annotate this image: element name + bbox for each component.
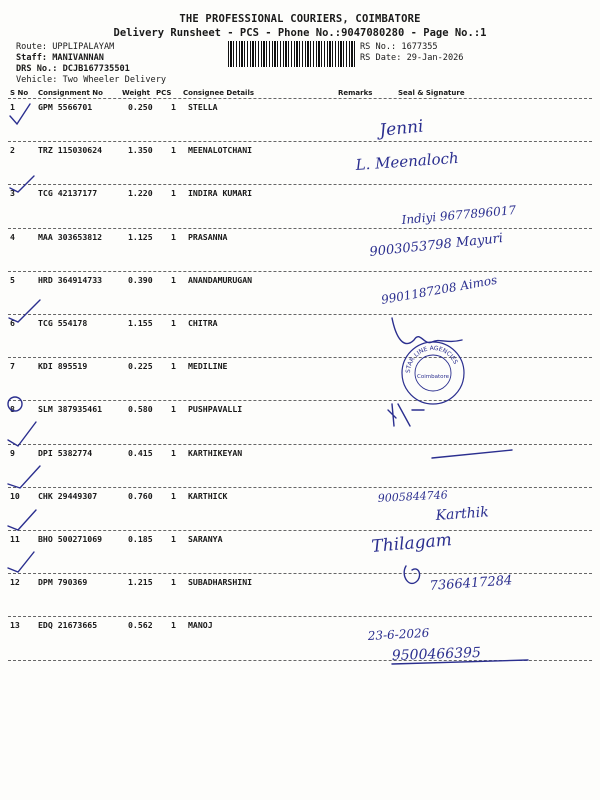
row-pcs: 1: [171, 102, 176, 112]
row-sno: 2: [10, 145, 15, 156]
row-weight: 1.220: [128, 188, 153, 199]
signature-12: 7366417284: [429, 573, 513, 594]
row-consignee: STELLA: [188, 102, 218, 112]
signature-2: L. Meenaloch: [355, 148, 460, 174]
tick-row-12: [8, 552, 34, 572]
row-consignee: SARANYA: [188, 534, 223, 544]
row-pcs: 1: [171, 620, 176, 631]
row-pcs: 1: [171, 447, 176, 458]
row-pcs: 1: [171, 145, 176, 156]
row-pcs: 1: [171, 188, 176, 199]
col-seal-signature: Seal & Signature: [398, 89, 465, 97]
col-sno: S No: [10, 89, 29, 97]
rs-number: RS No.: 1677355: [360, 42, 438, 52]
row-pcs: 1: [171, 577, 176, 588]
row-consignee: PUSHPAVALLI: [188, 404, 243, 415]
row-sno: 11: [10, 534, 20, 544]
row-consignee: KARTHICK: [188, 490, 228, 501]
row-consignee: INDIRA KUMARI: [188, 188, 253, 199]
row-consignee: PRASANNA: [188, 231, 228, 242]
tick-row-10: [8, 466, 40, 488]
row-consignment: KDI 895519: [38, 361, 88, 372]
rs-date: RS Date: 29-Jan-2026: [360, 53, 464, 63]
row-consignment: CHK 29449307: [38, 490, 98, 501]
tick-row-6: [9, 300, 40, 322]
row-pcs: 1: [171, 274, 176, 285]
signature-13-date: 23-6-2026: [367, 625, 430, 643]
row-consignee: MEDILINE: [188, 361, 228, 372]
row-pcs: 1: [171, 361, 176, 372]
row-pcs: 1: [171, 490, 176, 501]
row-consignment: DPM 790369: [38, 577, 88, 588]
tick-row-9: [8, 422, 36, 446]
staff-label: Staff: MANIVANNAN: [16, 53, 104, 63]
row-weight: 0.250: [128, 102, 153, 112]
row-weight: 0.760: [128, 490, 153, 501]
route-label: Route: UPPLIPALAYAM: [16, 42, 115, 52]
row-sno: 1: [10, 102, 15, 112]
row-sno: 3: [10, 188, 15, 199]
row-pcs: 1: [171, 404, 176, 415]
drs-value: DCJB167735501: [62, 64, 130, 74]
row-consignment: DPI 5382774: [38, 447, 93, 458]
row-consignment: TCG 42137177: [38, 188, 98, 199]
col-remarks: Remarks: [338, 89, 373, 97]
row-sno: 9: [10, 447, 15, 458]
row-weight: 1.125: [128, 231, 153, 242]
signature-11: Thilagam: [370, 530, 453, 557]
row-pcs: 1: [171, 318, 176, 328]
stamp-text-path: STAR LINE AGENCIES: [404, 344, 459, 374]
row-consignment: SLM 387935461: [38, 404, 103, 415]
row-sno: 4: [10, 231, 15, 242]
signature-1: Jenni: [378, 116, 425, 141]
row-consignee: MEENALOTCHANI: [188, 145, 253, 156]
col-pcs: PCS: [156, 89, 172, 97]
row-sno: 7: [10, 361, 15, 372]
signature-3: Indiyi 9677896017: [401, 203, 517, 227]
runsheet-subtitle: Delivery Runsheet - PCS - Phone No.:9047080280 - Page No.:1: [113, 27, 487, 39]
col-weight: Weight: [122, 89, 150, 97]
row-weight: 1.155: [128, 318, 153, 328]
row-consignee: KARTHIKEYAN: [188, 447, 243, 458]
vehicle-label: Vehicle: Two Wheeler Delivery: [16, 75, 167, 85]
drs-label: DRS No.:: [16, 64, 58, 74]
tick-row-3: [10, 176, 34, 192]
row-weight: 0.580: [128, 404, 153, 415]
row-consignee: ANANDAMURUGAN: [188, 274, 253, 285]
row-consignee: CHITRA: [188, 318, 218, 328]
circle-row-8: [8, 397, 22, 411]
company-title: THE PROFESSIONAL COURIERS, COIMBATORE: [179, 13, 421, 25]
row-sno: 10: [10, 490, 20, 501]
signature-13-phone: 9500466395: [391, 644, 482, 664]
row-sno: 8: [10, 404, 15, 415]
row-consignee: MANOJ: [188, 620, 213, 631]
row-weight: 0.562: [128, 620, 153, 631]
signature-5: 9901187208 Aimos: [380, 272, 499, 307]
row-pcs: 1: [171, 231, 176, 242]
row-consignment: TCG 554178: [38, 318, 88, 328]
row-consignment: MAA 303653812: [38, 231, 103, 242]
row-consignee: SUBADHARSHINI: [188, 577, 253, 588]
row-consignment: EDQ 21673665: [38, 620, 98, 631]
row-weight: 1.215: [128, 577, 153, 588]
row-weight: 0.225: [128, 361, 153, 372]
row-weight: 0.390: [128, 274, 153, 285]
row-sno: 6: [10, 318, 15, 328]
stamp-inner: [415, 355, 451, 391]
col-consignee: Consignee Details: [183, 89, 255, 97]
row-consignment: BHO 500271069: [38, 534, 103, 544]
row-pcs: 1: [171, 534, 176, 544]
row-weight: 0.185: [128, 534, 153, 544]
row-sno: 13: [10, 620, 20, 631]
signature-10-phone: 9005844746: [377, 488, 449, 505]
tick-row-1: [10, 104, 30, 124]
row-consignment: GPM 5566701: [38, 102, 93, 112]
row-weight: 0.415: [128, 447, 153, 458]
tick-row-11: [8, 510, 36, 530]
signature-4: 9003053798 Mayuri: [368, 231, 504, 260]
row-consignment: TRZ 115030624: [38, 145, 103, 156]
row-sno: 5: [10, 274, 15, 285]
col-consignment: Consignment No: [38, 89, 103, 97]
signature-10-name: Karthik: [435, 504, 490, 524]
stamp-city: Coimbatore: [417, 374, 449, 380]
row-sno: 12: [10, 577, 20, 588]
row-consignment: HRD 364914733: [38, 274, 103, 285]
row-weight: 1.350: [128, 145, 153, 156]
